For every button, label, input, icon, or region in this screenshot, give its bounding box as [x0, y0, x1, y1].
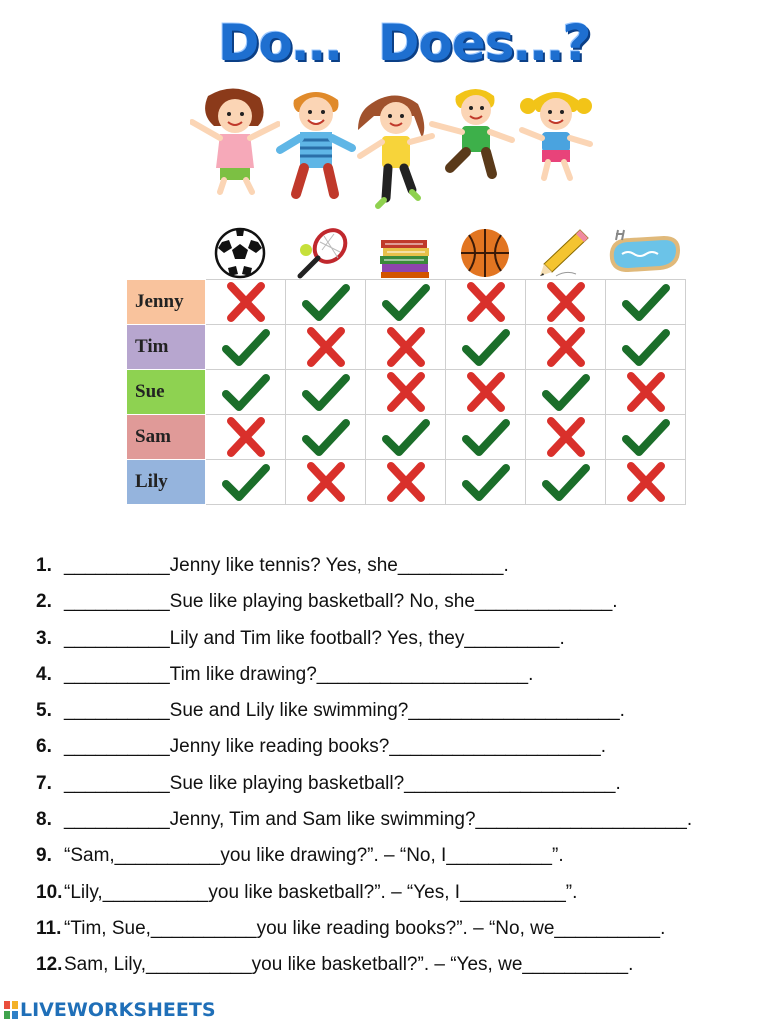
question-item	[36, 625, 736, 661]
like-cell	[286, 370, 366, 415]
check-mark-icon	[541, 462, 591, 502]
like-cell	[606, 325, 686, 370]
like-cell	[286, 325, 366, 370]
question-number: 10.	[36, 881, 63, 903]
like-cell	[206, 460, 286, 505]
check-mark-icon	[461, 327, 511, 367]
like-cell	[286, 460, 366, 505]
cross-mark-icon	[221, 417, 271, 457]
cross-mark-icon	[621, 462, 671, 502]
tennis-racket-icon	[294, 226, 350, 280]
like-cell	[206, 280, 286, 325]
cross-mark-icon	[621, 372, 671, 412]
like-cell	[366, 460, 446, 505]
like-cell	[526, 325, 606, 370]
like-cell	[446, 325, 526, 370]
like-cell	[446, 370, 526, 415]
check-mark-icon	[461, 417, 511, 457]
like-cell	[526, 415, 606, 460]
like-cell	[286, 280, 366, 325]
cross-mark-icon	[381, 327, 431, 367]
cross-mark-icon	[301, 327, 351, 367]
cross-mark-icon	[301, 462, 351, 502]
question-list	[36, 552, 736, 988]
question-item	[36, 661, 736, 697]
like-cell	[526, 280, 606, 325]
liveworksheets-logo-icon	[4, 1001, 18, 1019]
cross-mark-icon	[541, 417, 591, 457]
check-mark-icon	[461, 462, 511, 502]
like-cell	[526, 370, 606, 415]
check-mark-icon	[221, 372, 271, 412]
question-number: 11.	[36, 917, 62, 939]
title-word-do: Do…	[218, 14, 341, 72]
question-number: 2.	[36, 591, 52, 613]
like-cell	[206, 415, 286, 460]
question-item	[36, 915, 736, 951]
soccer-ball-icon	[212, 226, 268, 280]
question-text: __________Sue and Lily like swimming?____________________.	[64, 700, 625, 722]
question-text: “Lily,__________you like basketball?”. – “Yes, I__________”.	[64, 881, 578, 903]
check-mark-icon	[221, 327, 271, 367]
check-mark-icon	[621, 417, 671, 457]
like-cell	[606, 370, 686, 415]
question-item	[36, 770, 736, 806]
table-row	[127, 460, 686, 505]
question-text: __________Jenny like reading books?____________________.	[64, 736, 606, 758]
like-cell	[366, 415, 446, 460]
like-cell	[446, 280, 526, 325]
question-text: Sam, Lily,__________you like basketball?”. – “Yes, we__________.	[64, 954, 634, 976]
like-cell	[446, 460, 526, 505]
question-item	[36, 951, 736, 987]
question-number: 3.	[36, 627, 52, 649]
cross-mark-icon	[461, 372, 511, 412]
person-name: Jenny	[127, 280, 206, 325]
question-number: 1.	[36, 555, 52, 576]
like-cell	[206, 325, 286, 370]
check-mark-icon	[301, 372, 351, 412]
kid-boy-green-icon	[426, 86, 516, 186]
worksheet-title	[0, 14, 768, 76]
pencil-drawing-icon	[536, 226, 592, 280]
check-mark-icon	[301, 282, 351, 322]
like-cell	[366, 325, 446, 370]
cross-mark-icon	[541, 282, 591, 322]
title-word-does: Does…?	[378, 14, 591, 72]
table-row	[127, 415, 686, 460]
like-cell	[366, 370, 446, 415]
like-cell	[526, 460, 606, 505]
question-number: 12.	[36, 954, 63, 976]
question-text: __________Jenny like tennis? Yes, she__________.	[64, 555, 509, 576]
table-row	[127, 370, 686, 415]
question-number: 6.	[36, 736, 52, 758]
kid-boy-striped-icon	[276, 86, 356, 206]
table-row	[127, 280, 686, 325]
question-text: “Sam,__________you like drawing?”. – “No, I__________”.	[64, 845, 564, 867]
table-row	[127, 325, 686, 370]
question-item	[36, 806, 736, 842]
question-item	[36, 552, 736, 588]
question-text: __________Jenny, Tim and Sam like swimming?____________________.	[64, 809, 693, 831]
check-mark-icon	[541, 372, 591, 412]
footer-brand: LIVEWORKSHEETS	[20, 999, 216, 1021]
question-text: __________Sue like playing basketball? No, she_____________.	[64, 591, 618, 613]
like-cell	[606, 280, 686, 325]
question-text: “Tim, Sue,__________you like reading books?”. – “No, we__________.	[64, 917, 666, 939]
kid-girl-yellow-icon	[348, 86, 438, 216]
books-icon	[377, 226, 433, 280]
cross-mark-icon	[381, 462, 431, 502]
question-number: 8.	[36, 809, 52, 831]
like-cell	[446, 415, 526, 460]
question-item	[36, 842, 736, 878]
question-number: 5.	[36, 700, 52, 722]
cross-mark-icon	[461, 282, 511, 322]
check-mark-icon	[621, 282, 671, 322]
check-mark-icon	[301, 417, 351, 457]
question-text: __________Lily and Tim like football? Yes, they_________.	[64, 627, 565, 649]
basketball-icon	[457, 226, 513, 280]
swimming-pool-icon	[606, 226, 682, 280]
question-number: 4.	[36, 663, 52, 685]
jumping-kids-illustration	[188, 86, 598, 222]
cross-mark-icon	[541, 327, 591, 367]
question-number: 9.	[36, 845, 52, 867]
person-name: Tim	[127, 325, 206, 370]
question-text: __________Tim like drawing?____________________.	[64, 663, 534, 685]
person-name: Lily	[127, 460, 206, 505]
check-mark-icon	[381, 282, 431, 322]
footer	[4, 997, 216, 1023]
like-cell	[366, 280, 446, 325]
person-name: Sam	[127, 415, 206, 460]
question-item	[36, 588, 736, 624]
like-cell	[286, 415, 366, 460]
like-cell	[206, 370, 286, 415]
question-number: 7.	[36, 772, 52, 794]
question-item	[36, 733, 736, 769]
question-item	[36, 697, 736, 733]
cross-mark-icon	[221, 282, 271, 322]
like-cell	[606, 460, 686, 505]
likes-table	[126, 279, 686, 505]
person-name: Sue	[127, 370, 206, 415]
like-cell	[606, 415, 686, 460]
kid-girl-pink-icon	[190, 86, 280, 196]
cross-mark-icon	[381, 372, 431, 412]
question-item	[36, 879, 736, 915]
check-mark-icon	[221, 462, 271, 502]
check-mark-icon	[621, 327, 671, 367]
question-text: __________Sue like playing basketball?____________________.	[64, 772, 621, 794]
check-mark-icon	[381, 417, 431, 457]
kid-girl-pigtails-icon	[514, 86, 598, 186]
